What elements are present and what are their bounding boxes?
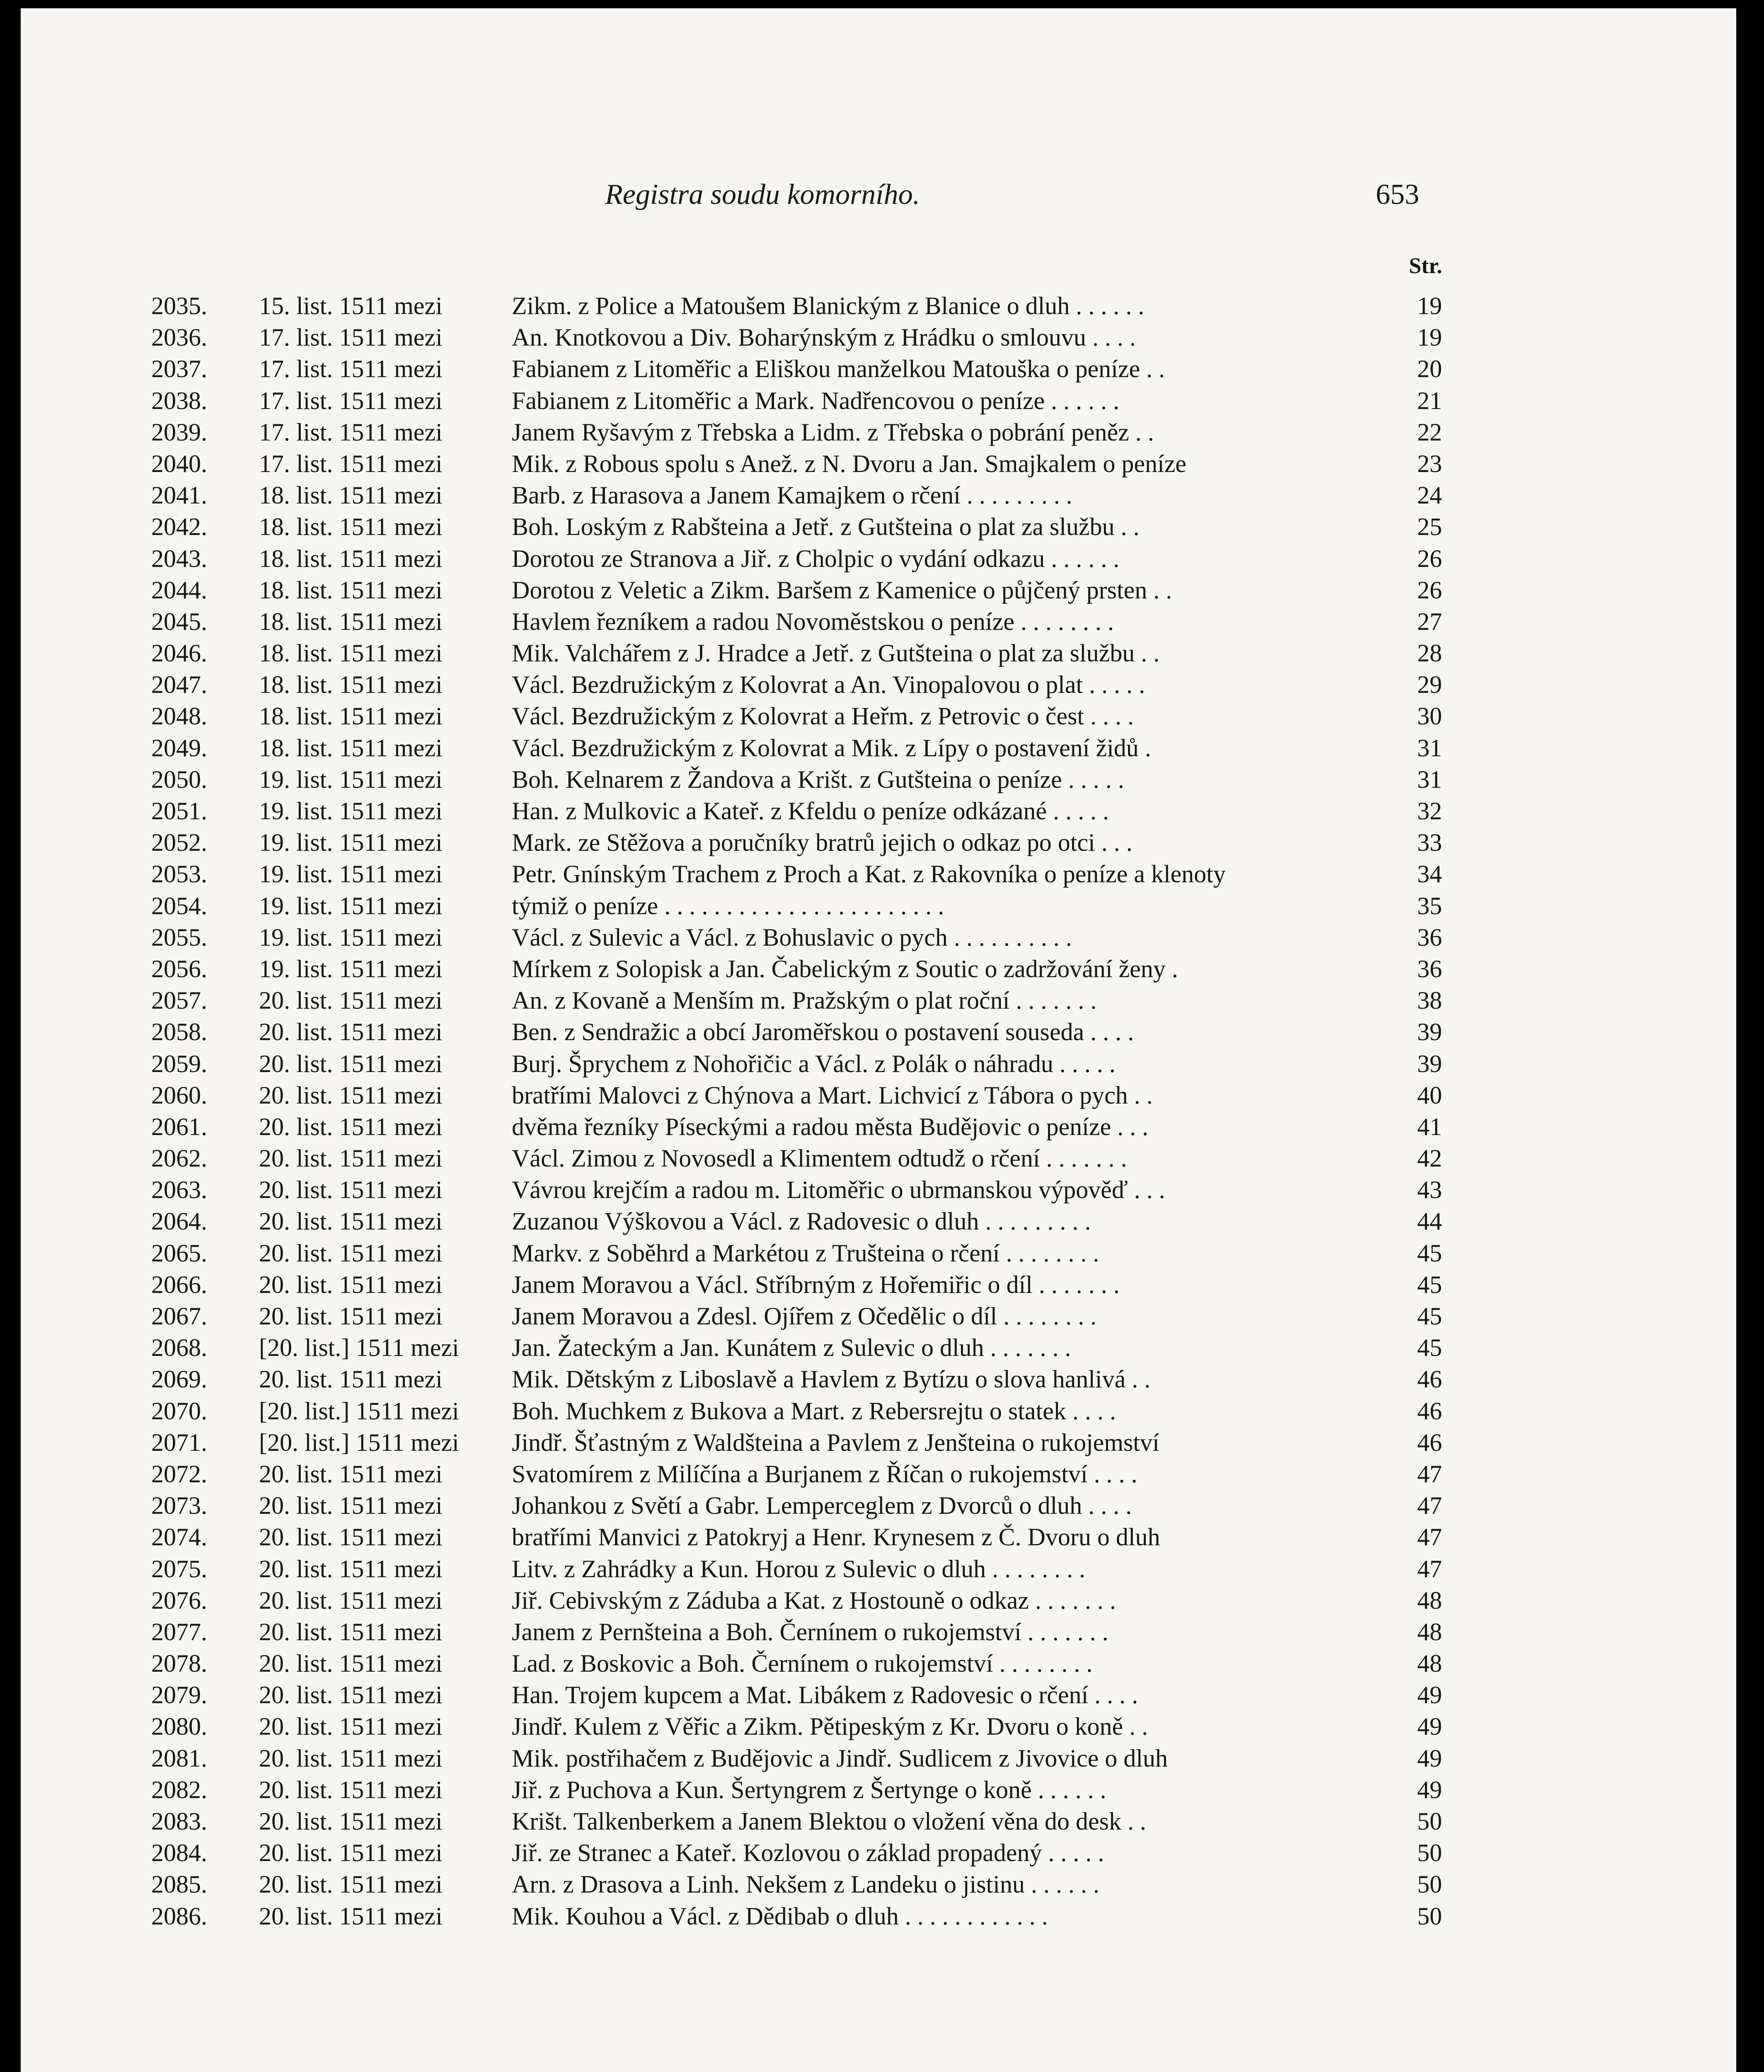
entry-date: 19. list. 1511 mezi	[259, 829, 443, 857]
entry-number: 2054.	[151, 892, 207, 920]
entry-number: 2066.	[151, 1271, 207, 1298]
entry-page: 47	[1417, 1555, 1442, 1583]
entry-number: 2085.	[151, 1871, 207, 1898]
entry-text: Ben. z Sendražic a obcí Jaroměřskou o postavení souseda . . . .	[512, 1018, 1134, 1046]
register-entry	[21, 985, 1736, 1016]
entry-date: [20. list.] 1511 mezi	[259, 1334, 459, 1362]
entry-number: 2062.	[151, 1145, 207, 1172]
entry-number: 2080.	[151, 1713, 207, 1740]
entry-text: Václ. Bezdružickým z Kolovrat a An. Vinopalovou o plat . . . . .	[512, 671, 1145, 699]
entry-number: 2065.	[151, 1239, 207, 1267]
entry-text: An. Knotkovou a Div. Boharýnským z Hrádku o smlouvu . . . .	[512, 324, 1136, 351]
entry-number: 2048.	[151, 702, 207, 730]
entry-text: Zuzanou Výškovou a Václ. z Radovesic o dluh . . . . . . . . .	[512, 1208, 1091, 1235]
entry-text: Václ. Bezdružickým z Kolovrat a Mik. z Lípy o postavení židů .	[512, 734, 1151, 762]
entry-page: 34	[1417, 860, 1442, 888]
register-entry	[21, 1205, 1736, 1237]
entry-page: 39	[1417, 1050, 1442, 1077]
register-entry	[21, 1648, 1736, 1679]
entry-date: 18. list. 1511 mezi	[259, 734, 443, 762]
register-entry	[21, 1143, 1736, 1174]
entry-page: 48	[1417, 1586, 1442, 1614]
entry-text: Jiř. ze Stranec a Kateř. Kozlovou o základ propadený . . . . .	[512, 1839, 1104, 1867]
entry-date: 20. list. 1511 mezi	[259, 1145, 443, 1172]
register-entry	[21, 1080, 1736, 1111]
entry-page: 26	[1417, 576, 1442, 604]
entry-text: Mik. Valchářem z J. Hradce a Jetř. z Gutšteina o plat za službu . .	[512, 639, 1160, 667]
entry-text: Markv. z Soběhrd a Markétou z Trušteina o rčení . . . . . . . .	[512, 1239, 1099, 1267]
entry-number: 2036.	[151, 324, 207, 351]
entry-date: 19. list. 1511 mezi	[259, 797, 443, 825]
entry-number: 2076.	[151, 1586, 207, 1614]
entry-text: Barb. z Harasova a Janem Kamajkem o rčení . . . . . . . . .	[512, 482, 1072, 509]
entry-text: Burj. Šprychem z Nohořičic a Václ. z Polák o náhradu . . . . .	[512, 1050, 1116, 1077]
entry-page: 50	[1417, 1808, 1442, 1835]
register-entry	[21, 1300, 1736, 1332]
entry-page: 50	[1417, 1839, 1442, 1867]
entry-text: Janem Moravou a Václ. Stříbrným z Hořemiřic o díl . . . . . . .	[512, 1271, 1120, 1298]
entry-date: 18. list. 1511 mezi	[259, 545, 443, 572]
entry-number: 2077.	[151, 1618, 207, 1646]
entry-number: 2040.	[151, 450, 207, 477]
entry-date: 20. list. 1511 mezi	[259, 1555, 443, 1583]
register-entry	[21, 637, 1736, 669]
register-entries	[21, 290, 1736, 1932]
register-entry	[21, 922, 1736, 953]
entry-date: 20. list. 1511 mezi	[259, 1776, 443, 1803]
entry-date: 20. list. 1511 mezi	[259, 1365, 443, 1393]
entry-text: Mark. ze Stěžova a poručníky bratrů jejich o odkaz po otci . . .	[512, 829, 1132, 857]
entry-page: 26	[1417, 545, 1442, 572]
register-entry	[21, 795, 1736, 827]
entry-date: 18. list. 1511 mezi	[259, 608, 443, 635]
entry-date: 17. list. 1511 mezi	[259, 324, 443, 351]
entry-text: Václ. z Sulevic a Václ. z Bohuslavic o pych . . . . . . . . . .	[512, 923, 1072, 951]
entry-page: 45	[1417, 1271, 1442, 1298]
entry-text: Lad. z Boskovic a Boh. Černínem o rukojemství . . . . . . . .	[512, 1650, 1093, 1677]
register-entry	[21, 353, 1736, 385]
register-entry	[21, 953, 1736, 985]
entry-number: 2057.	[151, 987, 207, 1014]
entry-page: 46	[1417, 1428, 1442, 1456]
entry-date: 20. list. 1511 mezi	[259, 1271, 443, 1298]
entry-text: Václ. Zimou z Novosedl a Klimentem odtudž o rčení . . . . . . .	[512, 1145, 1127, 1172]
entry-date: 18. list. 1511 mezi	[259, 702, 443, 730]
entry-text: Krišt. Talkenberkem a Janem Blektou o vložení věna do desk . .	[512, 1808, 1146, 1835]
entry-page: 27	[1417, 608, 1442, 635]
register-entry	[21, 1806, 1736, 1837]
entry-date: 20. list. 1511 mezi	[259, 1523, 443, 1551]
entry-text: Svatomírem z Milíčína a Burjanem z Říčan o rukojemství . . . .	[512, 1460, 1137, 1488]
entry-page: 46	[1417, 1397, 1442, 1425]
page-number: 653	[1376, 179, 1419, 211]
entry-text: Mik. Dětským z Liboslavě a Havlem z Bytízu o slova hanlivá . .	[512, 1365, 1151, 1393]
entry-page: 25	[1417, 513, 1442, 541]
entry-number: 2043.	[151, 545, 207, 572]
entry-page: 40	[1417, 1081, 1442, 1109]
entry-number: 2058.	[151, 1018, 207, 1046]
entry-date: 17. list. 1511 mezi	[259, 418, 443, 446]
register-entry	[21, 448, 1736, 479]
entry-number: 2053.	[151, 860, 207, 888]
register-entry	[21, 1458, 1736, 1490]
entry-text: bratřími Malovci z Chýnova a Mart. Lichvicí z Tábora o pych . .	[512, 1081, 1153, 1109]
entry-date: 20. list. 1511 mezi	[259, 1460, 443, 1488]
entry-text: Boh. Loským z Rabšteina a Jetř. z Gutšteina o plat za službu . .	[512, 513, 1140, 541]
register-entry	[21, 606, 1736, 637]
entry-page: 49	[1417, 1713, 1442, 1740]
entry-number: 2060.	[151, 1081, 207, 1109]
entry-page: 33	[1417, 829, 1442, 857]
entry-number: 2056.	[151, 955, 207, 983]
entry-text: Jan. Žateckým a Jan. Kunátem z Sulevic o dluh . . . . . . .	[512, 1334, 1071, 1362]
entry-text: Johankou z Světí a Gabr. Lemperceglem z Dvorců o dluh . . . .	[512, 1492, 1132, 1520]
entry-date: 18. list. 1511 mezi	[259, 576, 443, 604]
entry-page: 41	[1417, 1113, 1442, 1140]
entry-page: 30	[1417, 702, 1442, 730]
entry-number: 2068.	[151, 1334, 207, 1362]
entry-text: Boh. Kelnarem z Žandova a Krišt. z Gutšteina o peníze . . . . .	[512, 765, 1124, 793]
entry-number: 2035.	[151, 292, 207, 320]
entry-page: 47	[1417, 1523, 1442, 1551]
entry-number: 2067.	[151, 1302, 207, 1330]
register-entry	[21, 1774, 1736, 1806]
entry-number: 2072.	[151, 1460, 207, 1488]
entry-date: 20. list. 1511 mezi	[259, 1650, 443, 1677]
register-entry	[21, 511, 1736, 542]
entry-text: Zikm. z Police a Matoušem Blanickým z Blanice o dluh . . . . . .	[512, 292, 1145, 320]
entry-date: 17. list. 1511 mezi	[259, 450, 443, 477]
entry-number: 2064.	[151, 1208, 207, 1235]
register-entry	[21, 1237, 1736, 1269]
entry-number: 2039.	[151, 418, 207, 446]
entry-number: 2042.	[151, 513, 207, 541]
entry-date: 18. list. 1511 mezi	[259, 482, 443, 509]
entry-date: 20. list. 1511 mezi	[259, 1839, 443, 1867]
register-entry	[21, 1048, 1736, 1080]
register-entry	[21, 1521, 1736, 1553]
entry-page: 48	[1417, 1618, 1442, 1646]
entry-text: týmiž o peníze . . . . . . . . . . . . . . . . . . . . . . .	[512, 892, 944, 920]
book-page	[21, 8, 1736, 2072]
entry-page: 49	[1417, 1744, 1442, 1772]
entry-date: 20. list. 1511 mezi	[259, 1050, 443, 1077]
entry-number: 2046.	[151, 639, 207, 667]
entry-number: 2047.	[151, 671, 207, 699]
register-entry	[21, 479, 1736, 511]
register-entry	[21, 574, 1736, 606]
entry-text: Dorotou ze Stranova a Jiř. z Cholpic o vydání odkazu . . . . . .	[512, 545, 1120, 572]
entry-text: Fabianem z Litoměřic a Mark. Nadřencovou o peníze . . . . . .	[512, 387, 1120, 414]
register-entry	[21, 416, 1736, 448]
register-entry	[21, 322, 1736, 353]
entry-text: Litv. z Zahrádky a Kun. Horou z Sulevic o dluh . . . . . . . .	[512, 1555, 1086, 1583]
entry-text: Jindř. Kulem z Věřic a Zikm. Pětipeským z Kr. Dvoru o koně . .	[512, 1713, 1148, 1740]
entry-date: 19. list. 1511 mezi	[259, 765, 443, 793]
entry-page: 38	[1417, 987, 1442, 1014]
register-entry	[21, 290, 1736, 322]
entry-page: 19	[1417, 324, 1442, 351]
entry-date: 20. list. 1511 mezi	[259, 1239, 443, 1267]
entry-date: 17. list. 1511 mezi	[259, 355, 443, 383]
entry-date: 17. list. 1511 mezi	[259, 387, 443, 414]
entry-text: Jiř. z Puchova a Kun. Šertyngrem z Šertynge o koně . . . . . .	[512, 1776, 1106, 1803]
entry-number: 2038.	[151, 387, 207, 414]
entry-date: 20. list. 1511 mezi	[259, 1018, 443, 1046]
entry-date: 19. list. 1511 mezi	[259, 860, 443, 888]
register-entry	[21, 1016, 1736, 1048]
entry-page: 21	[1417, 387, 1442, 414]
entry-page: 42	[1417, 1145, 1442, 1172]
entry-page: 36	[1417, 923, 1442, 951]
entry-text: Mik. Kouhou a Václ. z Dědibab o dluh . . . . . . . . . . . .	[512, 1902, 1048, 1930]
entry-page: 47	[1417, 1460, 1442, 1488]
entry-date: 20. list. 1511 mezi	[259, 1208, 443, 1235]
entry-number: 2074.	[151, 1523, 207, 1551]
entry-page: 46	[1417, 1365, 1442, 1393]
register-entry	[21, 1332, 1736, 1363]
entry-date: 20. list. 1511 mezi	[259, 1713, 443, 1740]
entry-date: 20. list. 1511 mezi	[259, 987, 443, 1014]
register-entry	[21, 764, 1736, 795]
entry-page: 50	[1417, 1902, 1442, 1930]
page-column-label: Str.	[1409, 253, 1442, 278]
register-entry	[21, 1269, 1736, 1300]
register-entry	[21, 1585, 1736, 1616]
entry-number: 2075.	[151, 1555, 207, 1583]
entry-date: 20. list. 1511 mezi	[259, 1586, 443, 1614]
entry-page: 45	[1417, 1302, 1442, 1330]
entry-number: 2045.	[151, 608, 207, 635]
page-header	[21, 178, 1736, 220]
entry-text: Janem Ryšavým z Třebska a Lidm. z Třebska o pobrání peněz . .	[512, 418, 1154, 446]
register-entry	[21, 1553, 1736, 1585]
entry-page: 20	[1417, 355, 1442, 383]
entry-number: 2082.	[151, 1776, 207, 1803]
entry-number: 2041.	[151, 482, 207, 509]
entry-text: Arn. z Drasova a Linh. Nekšem z Landeku o jistinu . . . . . .	[512, 1871, 1099, 1898]
entry-number: 2079.	[151, 1681, 207, 1709]
register-entry	[21, 700, 1736, 732]
register-entry	[21, 1869, 1736, 1900]
entry-text: An. z Kovaně a Menším m. Pražským o plat roční . . . . . . .	[512, 987, 1097, 1014]
entry-number: 2037.	[151, 355, 207, 383]
entry-text: Jindř. Šťastným z Waldšteina a Pavlem z Jenšteina o rukojemství	[512, 1428, 1159, 1456]
entry-text: Dorotou z Veletic a Zikm. Baršem z Kamenice o půjčený prsten . .	[512, 576, 1172, 604]
entry-number: 2049.	[151, 734, 207, 762]
entry-number: 2084.	[151, 1839, 207, 1867]
entry-date: 19. list. 1511 mezi	[259, 923, 443, 951]
entry-text: Petr. Gnínským Trachem z Proch a Kat. z Rakovníka o peníze a klenoty	[512, 860, 1226, 888]
entry-number: 2063.	[151, 1176, 207, 1204]
entry-page: 47	[1417, 1492, 1442, 1520]
entry-date: 20. list. 1511 mezi	[259, 1492, 443, 1520]
entry-text: Han. Trojem kupcem a Mat. Libákem z Radovesic o rčení . . . .	[512, 1681, 1138, 1709]
register-entry	[21, 1363, 1736, 1395]
entry-page: 36	[1417, 955, 1442, 983]
entry-text: Janem z Pernšteina a Boh. Černínem o rukojemství . . . . . . .	[512, 1618, 1108, 1646]
entry-number: 2070.	[151, 1397, 207, 1425]
entry-text: Jiř. Cebivským z Záduba a Kat. z Hostouně o odkaz . . . . . . .	[512, 1586, 1116, 1614]
entry-text: Mírkem z Solopisk a Jan. Čabelickým z Soutic o zadržování ženy .	[512, 955, 1178, 983]
register-entry	[21, 1711, 1736, 1742]
register-entry	[21, 1837, 1736, 1869]
entry-text: Boh. Muchkem z Bukova a Mart. z Rebersrejtu o statek . . . .	[512, 1397, 1116, 1425]
register-entry	[21, 1679, 1736, 1711]
register-entry	[21, 1743, 1736, 1774]
entry-date: 15. list. 1511 mezi	[259, 292, 443, 320]
entry-date: 18. list. 1511 mezi	[259, 639, 443, 667]
entry-number: 2078.	[151, 1650, 207, 1677]
entry-page: 48	[1417, 1650, 1442, 1677]
entry-number: 2050.	[151, 765, 207, 793]
register-entry	[21, 1111, 1736, 1143]
register-entry	[21, 1616, 1736, 1648]
entry-page: 35	[1417, 892, 1442, 920]
entry-date: 18. list. 1511 mezi	[259, 513, 443, 541]
entry-page: 49	[1417, 1776, 1442, 1803]
entry-text: Vávrou krejčím a radou m. Litoměřic o ubrmanskou výpověď . . .	[512, 1176, 1165, 1204]
entry-number: 2044.	[151, 576, 207, 604]
entry-page: 50	[1417, 1871, 1442, 1898]
entry-text: bratřími Manvici z Patokryj a Henr. Krynesem z Č. Dvoru o dluh	[512, 1523, 1160, 1551]
entry-number: 2052.	[151, 829, 207, 857]
register-entry	[21, 858, 1736, 890]
entry-number: 2059.	[151, 1050, 207, 1077]
entry-date: [20. list.] 1511 mezi	[259, 1397, 459, 1425]
entry-text: Václ. Bezdružickým z Kolovrat a Heřm. z Petrovic o čest . . . .	[512, 702, 1134, 730]
register-entry	[21, 1395, 1736, 1427]
entry-number: 2083.	[151, 1808, 207, 1835]
entry-page: 32	[1417, 797, 1442, 825]
entry-page: 28	[1417, 639, 1442, 667]
entry-page: 45	[1417, 1239, 1442, 1267]
register-entry	[21, 1900, 1736, 1932]
entry-date: 20. list. 1511 mezi	[259, 1176, 443, 1204]
entry-number: 2051.	[151, 797, 207, 825]
entry-page: 43	[1417, 1176, 1442, 1204]
entry-text: Janem Moravou a Zdesl. Ojířem z Očedělic o díl . . . . . . . .	[512, 1302, 1097, 1330]
entry-date: 20. list. 1511 mezi	[259, 1302, 443, 1330]
entry-page: 29	[1417, 671, 1442, 699]
register-entry	[21, 827, 1736, 858]
register-entry	[21, 732, 1736, 764]
entry-page: 49	[1417, 1681, 1442, 1709]
entry-text: Mik. z Robous spolu s Anež. z N. Dvoru a Jan. Smajkalem o peníze	[512, 450, 1187, 477]
entry-date: 19. list. 1511 mezi	[259, 892, 443, 920]
entry-date: 20. list. 1511 mezi	[259, 1871, 443, 1898]
entry-page: 19	[1417, 292, 1442, 320]
entry-number: 2073.	[151, 1492, 207, 1520]
entry-number: 2061.	[151, 1113, 207, 1140]
entry-date: 20. list. 1511 mezi	[259, 1081, 443, 1109]
entry-page: 23	[1417, 450, 1442, 477]
entry-text: Havlem řezníkem a radou Novoměstskou o peníze . . . . . . . .	[512, 608, 1114, 635]
register-entry	[21, 669, 1736, 700]
entry-date: [20. list.] 1511 mezi	[259, 1428, 459, 1456]
entry-number: 2086.	[151, 1902, 207, 1930]
register-entry	[21, 385, 1736, 416]
entry-date: 18. list. 1511 mezi	[259, 671, 443, 699]
running-title: Registra soudu komorního.	[605, 179, 920, 211]
entry-date: 20. list. 1511 mezi	[259, 1808, 443, 1835]
entry-page: 31	[1417, 765, 1442, 793]
entry-number: 2055.	[151, 923, 207, 951]
register-entry	[21, 1427, 1736, 1458]
entry-text: Fabianem z Litoměřic a Eliškou manželkou Matouška o peníze . .	[512, 355, 1165, 383]
entry-date: 19. list. 1511 mezi	[259, 955, 443, 983]
entry-text: dvěma řezníky Píseckými a radou města Budějovic o peníze . . .	[512, 1113, 1149, 1140]
entry-page: 45	[1417, 1334, 1442, 1362]
entry-page: 39	[1417, 1018, 1442, 1046]
entry-number: 2069.	[151, 1365, 207, 1393]
register-entry	[21, 543, 1736, 574]
entry-page: 31	[1417, 734, 1442, 762]
register-entry	[21, 1490, 1736, 1521]
register-entry	[21, 890, 1736, 922]
entry-date: 20. list. 1511 mezi	[259, 1902, 443, 1930]
entry-number: 2071.	[151, 1428, 207, 1456]
entry-text: Mik. postřihačem z Budějovic a Jindř. Sudlicem z Jivovice o dluh	[512, 1744, 1168, 1772]
entry-date: 20. list. 1511 mezi	[259, 1618, 443, 1646]
entry-number: 2081.	[151, 1744, 207, 1772]
entry-date: 20. list. 1511 mezi	[259, 1744, 443, 1772]
entry-page: 22	[1417, 418, 1442, 446]
entry-page: 44	[1417, 1208, 1442, 1235]
register-entry	[21, 1174, 1736, 1205]
entry-text: Han. z Mulkovic a Kateř. z Kfeldu o peníze odkázané . . . . .	[512, 797, 1109, 825]
entry-date: 20. list. 1511 mezi	[259, 1113, 443, 1140]
entry-date: 20. list. 1511 mezi	[259, 1681, 443, 1709]
entry-page: 24	[1417, 482, 1442, 509]
